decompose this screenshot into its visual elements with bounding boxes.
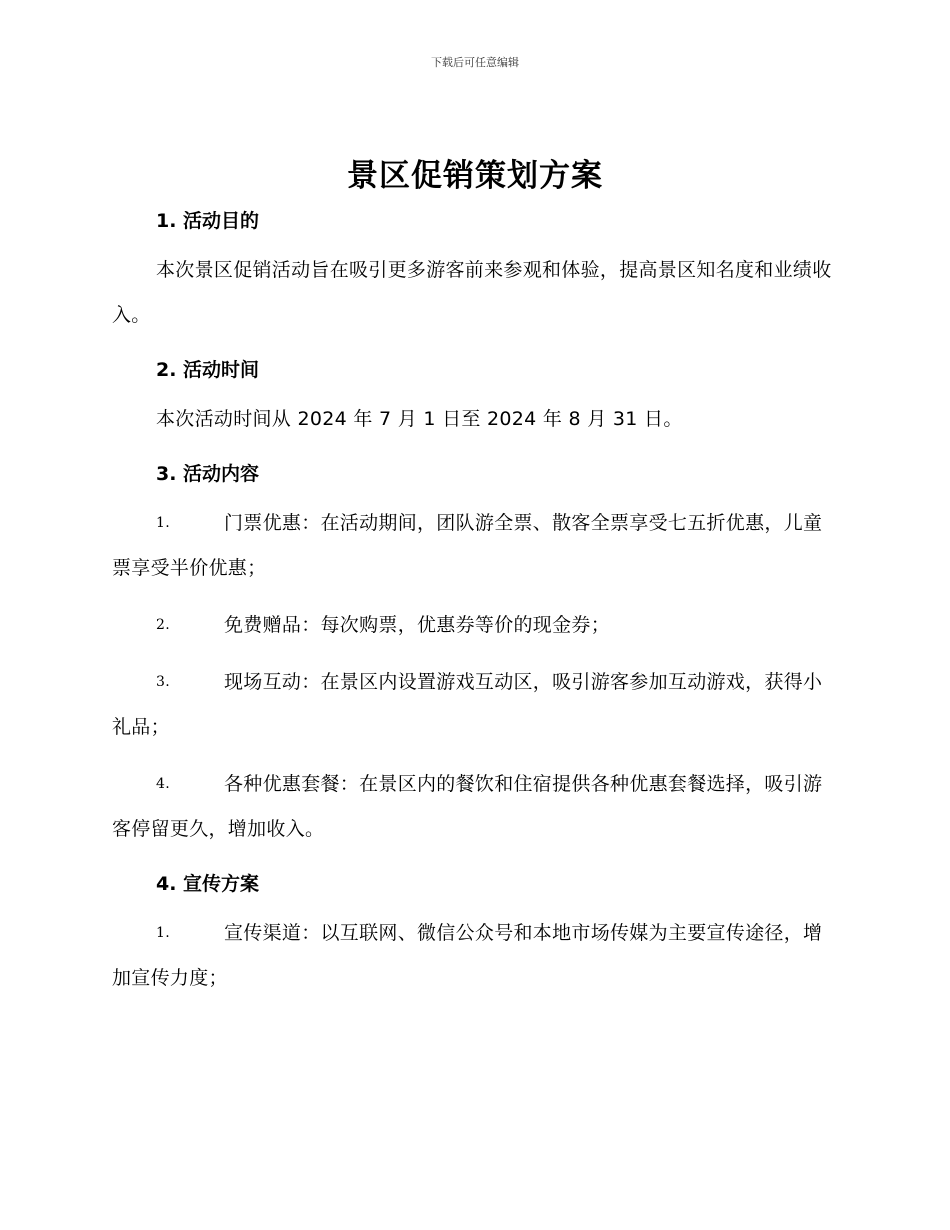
list-item xyxy=(112,501,834,591)
list-number: 3. xyxy=(156,674,170,690)
list-number: 1. xyxy=(156,925,170,941)
list-text: 宣传渠道：以互联网、微信公众号和本地市场传媒为主要宣传途径，增加宣传力度； xyxy=(112,922,823,989)
section-heading-time: 2. 活动时间 xyxy=(156,359,260,381)
list-number: 2. xyxy=(156,617,170,633)
list-text: 现场互动：在景区内设置游戏互动区，吸引游客参加互动游戏，获得小礼品； xyxy=(112,671,823,738)
list-item xyxy=(112,762,834,852)
list-text: 各种优惠套餐：在景区内的餐饮和住宿提供各种优惠套餐选择，吸引游客停留更久，增加收入。 xyxy=(112,773,823,840)
header-note: 下载后可任意编辑 xyxy=(431,56,519,69)
list-text: 免费赠品：每次购票，优惠券等价的现金券； xyxy=(224,614,611,636)
list-number: 4. xyxy=(156,776,170,792)
list-text: 门票优惠：在活动期间，团队游全票、散客全票享受七五折优惠，儿童票享受半价优惠； xyxy=(112,512,823,579)
list-number: 1. xyxy=(156,515,170,531)
document-body xyxy=(112,206,834,1001)
list-item xyxy=(112,603,834,648)
document-title: 景区促销策划方案 xyxy=(347,158,603,194)
section-heading-content: 3. 活动内容 xyxy=(156,463,260,485)
paragraph-purpose: 本次景区促销活动旨在吸引更多游客前来参观和体验，提高景区知名度和业绩收入。 xyxy=(112,259,832,326)
list-item xyxy=(112,660,834,750)
section-heading-promotion: 4. 宣传方案 xyxy=(156,873,260,895)
paragraph-time: 本次活动时间从 2024 年 7 月 1 日至 2024 年 8 月 31 日。 xyxy=(156,408,683,430)
list-item xyxy=(112,911,834,1001)
section-heading-purpose: 1. 活动目的 xyxy=(156,210,260,232)
